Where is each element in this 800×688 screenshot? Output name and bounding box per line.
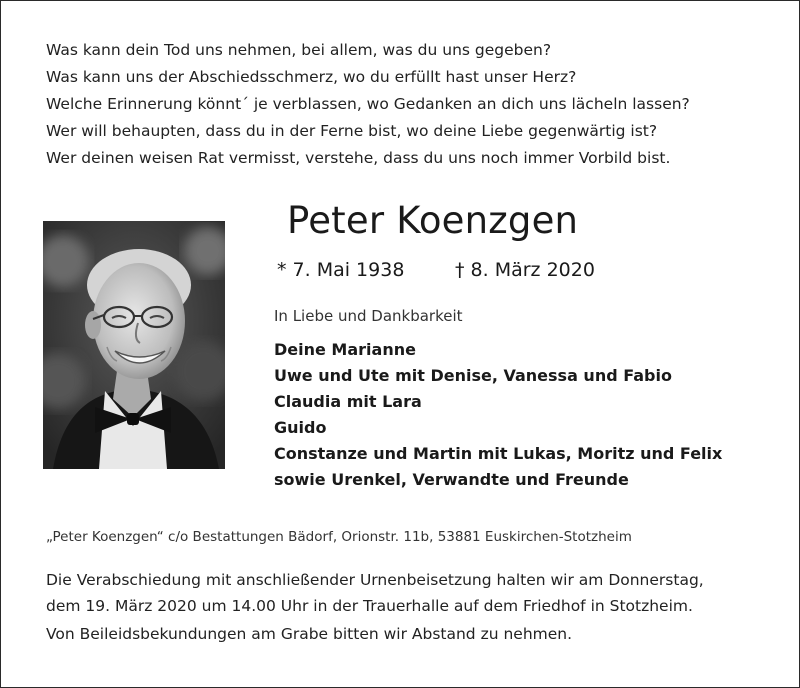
mourner-line: sowie Urenkel, Verwandte und Freunde <box>274 470 629 489</box>
death-date: † 8. März 2020 <box>455 259 595 281</box>
mourners-intro: In Liebe und Dankbarkeit <box>274 307 463 325</box>
mourner-line: Constanze und Martin mit Lukas, Moritz und Felix <box>274 444 723 463</box>
mourner-line: Claudia mit Lara <box>274 392 422 411</box>
mourner-line: Guido <box>274 418 327 437</box>
funeral-notice <box>46 567 704 619</box>
poem-line: Wer will behaupten, dass du in der Ferne bist, wo deine Liebe gegenwärtig ist? <box>46 122 658 140</box>
condolence-request: Von Beileidsbekundungen am Grabe bitten wir Abstand zu nehmen. <box>46 625 573 643</box>
mourner-line: Deine Marianne <box>274 340 416 359</box>
condolence-address: „Peter Koenzgen“ c/o Bestattungen Bädorf, Orionstr. 11b, 53881 Euskirchen-Stotzheim <box>46 529 632 545</box>
poem-line: Was kann uns der Abschiedsschmerz, wo du erfüllt hast unser Herz? <box>46 68 577 86</box>
notice-line: dem 19. März 2020 um 14.00 Uhr in der Trauerhalle auf dem Friedhof in Stotzheim. <box>46 597 693 615</box>
mourner-line: Uwe und Ute mit Denise, Vanessa und Fabio <box>274 366 672 385</box>
notice-line: Die Verabschiedung mit anschließender Urnenbeisetzung halten wir am Donnerstag, <box>46 571 704 589</box>
deceased-name: Peter Koenzgen <box>287 199 579 242</box>
poem-line: Welche Erinnerung könnt´ je verblassen, wo Gedanken an dich uns lächeln lassen? <box>46 95 690 113</box>
poem-line: Was kann dein Tod uns nehmen, bei allem, was du uns gegeben? <box>46 41 552 59</box>
poem <box>46 37 690 172</box>
portrait-photo <box>43 221 225 469</box>
mourners-list <box>274 337 722 493</box>
portrait-image <box>43 221 225 469</box>
birth-date: * 7. Mai 1938 <box>277 259 405 281</box>
poem-line: Wer deinen weisen Rat vermisst, verstehe, dass du uns noch immer Vorbild bist. <box>46 149 671 167</box>
